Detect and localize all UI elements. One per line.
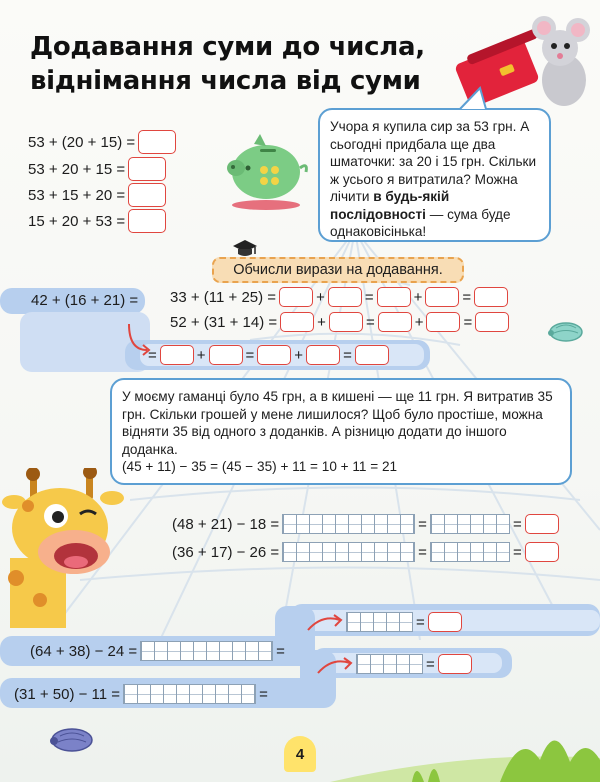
answer-box[interactable]	[378, 312, 412, 332]
equals-sign: =	[259, 685, 268, 703]
bubble-example: (45 + 11) − 35 = (45 − 35) + 11 = 10 + 11 = 21	[122, 459, 398, 474]
exercise-expression: 53 + (20 + 15) =	[28, 133, 136, 151]
page-number-text: 4	[295, 745, 305, 763]
page-title	[30, 30, 425, 98]
equals-sign: =	[426, 655, 435, 673]
giraffe-icon	[0, 468, 150, 628]
plus-sign: +	[317, 313, 326, 331]
exercise-expression: 53 + 15 + 20 =	[28, 186, 126, 204]
equals-sign: =	[512, 515, 522, 533]
answer-box[interactable]	[377, 287, 411, 307]
equals-sign: =	[148, 346, 157, 364]
equals-sign: =	[512, 543, 522, 561]
answer-box[interactable]	[138, 130, 176, 154]
equals-sign: =	[463, 313, 473, 331]
bug-icon	[544, 318, 584, 342]
exercise-expression: (48 + 21) − 18 =	[172, 515, 280, 533]
answer-box[interactable]	[280, 312, 314, 332]
mouse-speech-bubble	[318, 108, 551, 242]
equals-sign: =	[418, 543, 427, 561]
bubble-text-end: — сума буде однаковісінька!	[330, 206, 511, 239]
title-line-2: віднімання числа від суми	[30, 66, 421, 96]
answer-box[interactable]	[525, 542, 559, 562]
equals-sign: =	[364, 288, 374, 306]
answer-box[interactable]	[257, 345, 291, 365]
answer-grid[interactable]	[140, 641, 273, 661]
answer-box[interactable]	[426, 312, 460, 332]
arrow-icon	[316, 655, 356, 677]
answer-grid[interactable]	[430, 514, 510, 534]
answer-box[interactable]	[128, 209, 166, 233]
addition-row-2	[170, 312, 509, 332]
answer-grid[interactable]	[356, 654, 423, 674]
answer-box[interactable]	[128, 183, 166, 207]
equals-sign: =	[343, 346, 352, 364]
plus-sign: +	[413, 288, 423, 306]
exercise-expression: 42 + (16 + 21) =	[31, 292, 139, 309]
answer-box[interactable]	[279, 287, 313, 307]
answer-box[interactable]	[328, 287, 362, 307]
plus-sign: +	[316, 288, 325, 306]
left-exercise-4	[28, 209, 166, 233]
exercise-expression: 15 + 20 + 53 =	[28, 212, 126, 230]
bubble-tail	[458, 86, 488, 110]
instruction-banner	[212, 257, 464, 283]
giraffe-speech-bubble	[110, 378, 572, 485]
left-exercise-3	[28, 183, 166, 207]
answer-grid[interactable]	[282, 542, 415, 562]
bubble-text: Учора я купила сир за 53 грн. А сьогодні придбала ще два шматочки: за 20 і 15 грн. Скільки ж усього я витратила? Можна лічити	[330, 119, 537, 204]
plus-sign: +	[294, 346, 304, 364]
equals-sign: =	[416, 613, 425, 631]
track-row-1	[30, 641, 285, 661]
answer-grid[interactable]	[430, 542, 510, 562]
track-row-2-continued	[356, 654, 472, 674]
left-exercise-1	[28, 130, 176, 154]
subtraction-row-1	[172, 514, 559, 534]
equals-sign: =	[276, 642, 285, 660]
addition-main-expression	[31, 292, 138, 309]
equals-sign: =	[462, 288, 472, 306]
exercise-expression: (36 + 17) − 26 =	[172, 543, 280, 561]
arrow-icon	[306, 612, 346, 634]
answer-grid[interactable]	[282, 514, 415, 534]
exercise-expression: 53 + 20 + 15 =	[28, 160, 126, 178]
exercise-expression: 33 + (11 + 25) =	[170, 288, 277, 306]
bubble-bold-text: в будь-якій послідовності	[330, 189, 450, 222]
answer-box[interactable]	[474, 287, 508, 307]
track-row-1-continued	[346, 612, 462, 632]
answer-box[interactable]	[475, 312, 509, 332]
equals-sign: =	[365, 313, 375, 331]
exercise-expression: (31 + 50) − 11 =	[14, 685, 121, 703]
instruction-text: Обчисли вирази на додавання.	[233, 262, 443, 278]
answer-box[interactable]	[428, 612, 462, 632]
answer-box[interactable]	[438, 654, 472, 674]
exercise-expression: 52 + (31 + 14) =	[170, 313, 278, 331]
title-line-1: Додавання суми до числа,	[30, 32, 425, 62]
bubble-text: У моєму гаманці було 45 грн, а в кишені — ще 11 грн. Я витратив 35 грн. Скільки грошей у мене лишилося? Щоб було простіше, можна відняти 35 від одного з доданків. А різницю додати до іншого доданка.	[122, 389, 553, 457]
answer-grid[interactable]	[346, 612, 413, 632]
answer-box[interactable]	[160, 345, 194, 365]
equals-sign: =	[418, 515, 427, 533]
addition-result-row	[148, 345, 389, 365]
plus-sign: +	[414, 313, 424, 331]
plus-sign: +	[196, 346, 206, 364]
answer-box[interactable]	[329, 312, 363, 332]
piggy-bank-icon	[220, 130, 312, 212]
left-exercise-2	[28, 157, 166, 181]
page-number	[284, 736, 316, 772]
equals-sign: =	[245, 346, 255, 364]
answer-box[interactable]	[355, 345, 389, 365]
subtraction-row-2	[172, 542, 559, 562]
answer-box[interactable]	[209, 345, 243, 365]
answer-box[interactable]	[425, 287, 459, 307]
exercise-expression: (64 + 38) − 24 =	[30, 642, 138, 660]
answer-box[interactable]	[525, 514, 559, 534]
answer-box[interactable]	[306, 345, 340, 365]
answer-box[interactable]	[128, 157, 166, 181]
addition-row-1	[170, 287, 508, 307]
